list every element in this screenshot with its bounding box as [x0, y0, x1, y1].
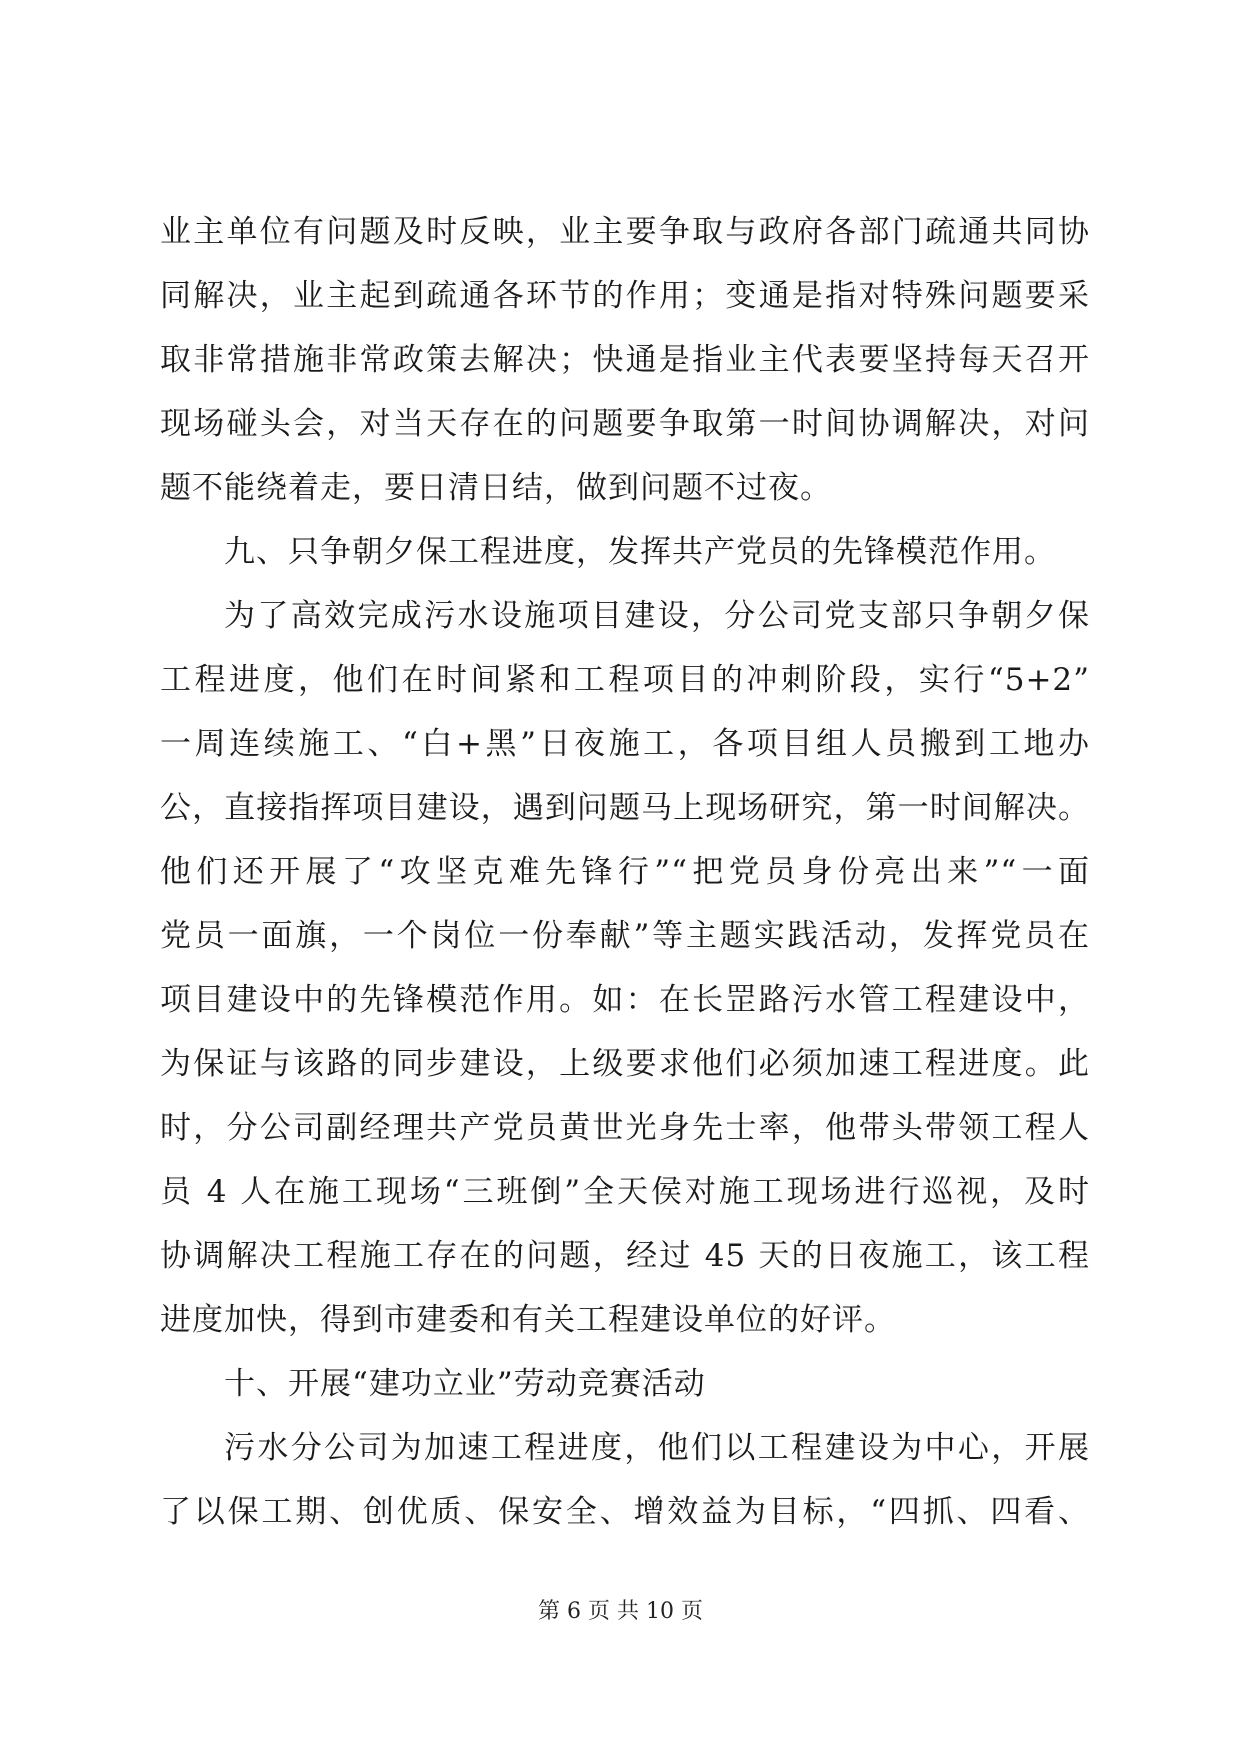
text-line: 时，分公司副经理共产党员黄世光身先士率，他带头带领工程人: [160, 1110, 1090, 1146]
text-line: 协调解决工程施工存在的问题，经过 45 天的日夜施工，该工程: [160, 1238, 1090, 1274]
text-line: 九、只争朝夕保工程进度，发挥共产党员的先锋模范作用。: [224, 534, 1056, 570]
page-footer: 第 6 页 共 10 页: [538, 1599, 703, 1624]
text-line: 党员一面旗，一个岗位一份奉献”等主题实践活动，发挥党员在: [160, 918, 1090, 954]
text-line: 进度加快，得到市建委和有关工程建设单位的好评。: [160, 1302, 896, 1338]
text-line: 公，直接指挥项目建设，遇到问题马上现场研究，第一时间解决。: [160, 790, 1090, 826]
text-line: 题不能绕着走，要日清日结，做到问题不过夜。: [160, 470, 832, 506]
text-line: 十、开展“建功立业”劳动竞赛活动: [224, 1366, 706, 1402]
text-line: 他们还开展了“攻坚克难先锋行”“把党员身份亮出来”“一面: [160, 854, 1090, 890]
text-line: 项目建设中的先锋模范作用。如：在长罡路污水管工程建设中，: [160, 982, 1090, 1018]
text-line: 为了高效完成污水设施项目建设，分公司党支部只争朝夕保: [224, 598, 1090, 634]
text-line: 业主单位有问题及时反映，业主要争取与政府各部门疏通共同协: [160, 214, 1090, 250]
text-line: 同解决，业主起到疏通各环节的作用；变通是指对特殊问题要采: [160, 278, 1090, 314]
text-line: 一周连续施工、“白+黑”日夜施工，各项目组人员搬到工地办: [160, 726, 1090, 762]
document-body: [160, 200, 1090, 1544]
text-line: 了以保工期、创优质、保安全、增效益为目标，“四抓、四看、: [160, 1494, 1090, 1530]
text-line: 取非常措施非常政策去解决；快通是指业主代表要坚持每天召开: [160, 342, 1090, 378]
text-line: 工程进度，他们在时间紧和工程项目的冲刺阶段，实行“5+2”: [160, 662, 1090, 698]
text-line: 为保证与该路的同步建设，上级要求他们必须加速工程进度。此: [160, 1046, 1090, 1082]
text-line: 污水分公司为加速工程进度，他们以工程建设为中心，开展: [224, 1430, 1090, 1466]
text-line: 员 4 人在施工现场“三班倒”全天侯对施工现场进行巡视，及时: [160, 1174, 1090, 1210]
text-line: 现场碰头会，对当天存在的问题要争取第一时间协调解决，对问: [160, 406, 1090, 442]
